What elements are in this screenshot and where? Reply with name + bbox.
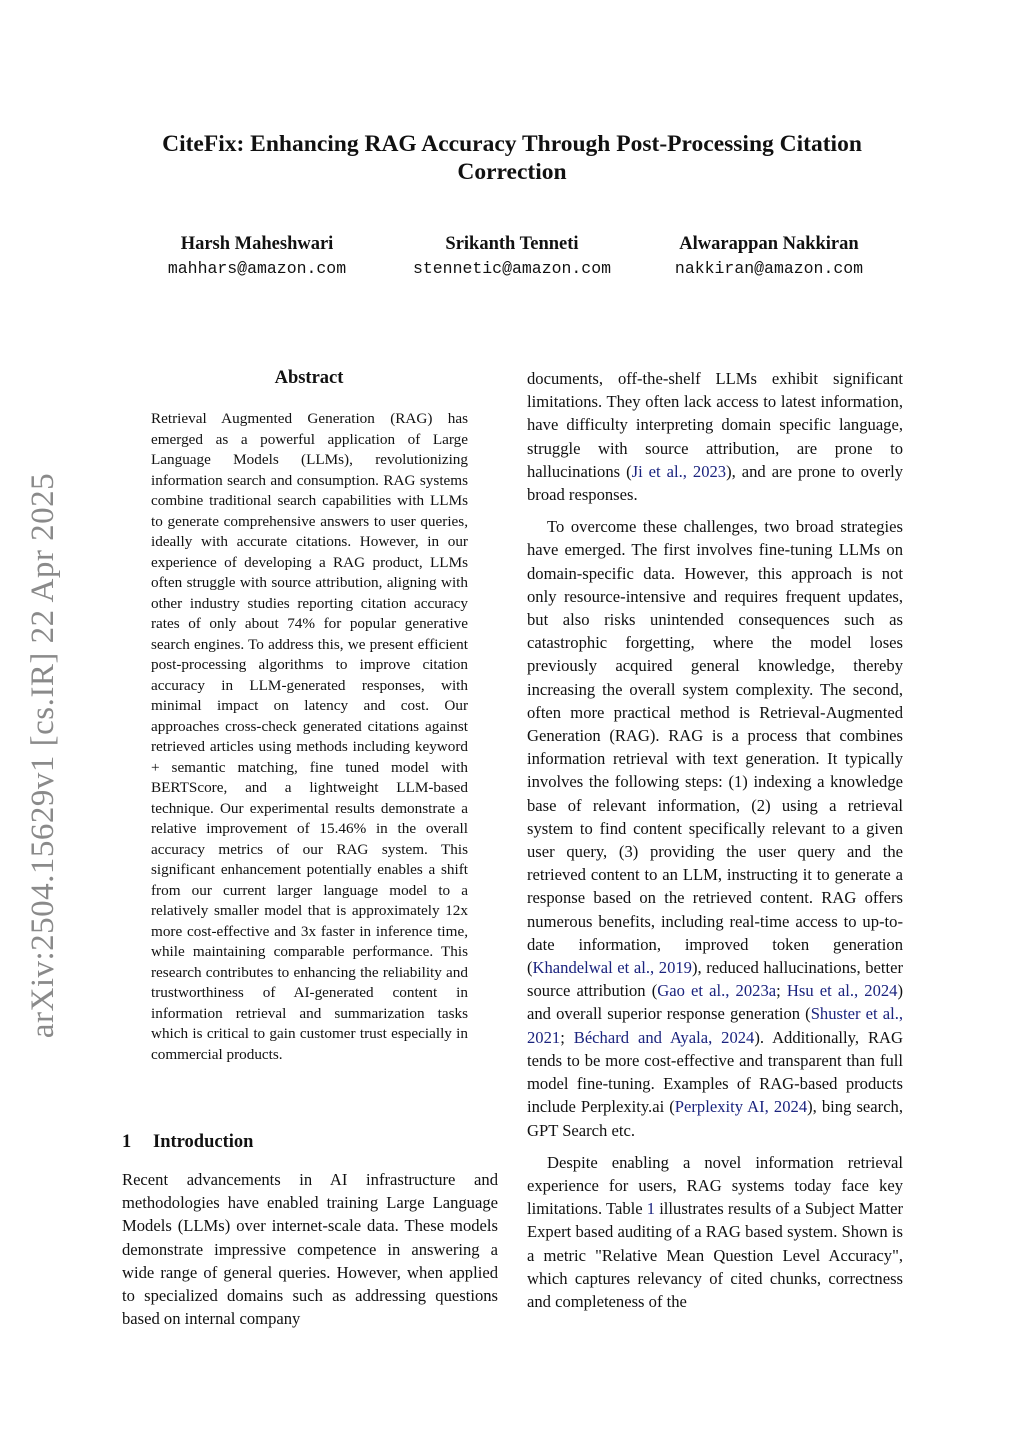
text-run: ; <box>560 1027 574 1047</box>
section-heading-introduction <box>122 1130 502 1154</box>
author-email: stennetic@amazon.com <box>412 259 612 278</box>
author-name: Alwarappan Nakkiran <box>679 234 859 254</box>
author-email: mahhars@amazon.com <box>167 259 347 278</box>
author-1 <box>127 232 387 281</box>
arxiv-identifier-text: arXiv:2504.15629v1 [cs.IR] 22 Apr 2025 <box>25 472 62 1038</box>
intro-paragraph-left: Recent advancements in AI infrastructure and methodologies have enabled training Large Language Models (LLMs) over internet-scale data. These models demonstrate impressive competence in answering a wide range of general queries. However, when applied to specialized domains such as addressing questions based on internal company <box>122 1170 498 1329</box>
text-run: documents, off-the-shelf LLMs exhibit significant limitations. They often lack access to latest information, have difficulty interpreting domain specific language, struggle with source attribution, are prone to hallucinations ( <box>527 369 903 481</box>
right-column <box>527 367 903 1322</box>
author-2 <box>382 232 642 281</box>
text-run: ; <box>776 981 787 1001</box>
section-title: Introduction <box>153 1132 254 1152</box>
intro-paragraph-rag <box>527 515 903 1141</box>
citation-link[interactable]: Shuster et al., 2021 <box>527 1004 904 1047</box>
section-number: 1 <box>122 1132 132 1152</box>
author-3 <box>639 232 899 281</box>
text-run: ), and are prone to overly broad responses. <box>527 461 904 505</box>
intro-paragraph-continued <box>527 367 903 506</box>
author-name: Srikanth Tenneti <box>445 234 579 254</box>
citation-link[interactable]: Ji et al., 2023 <box>631 461 727 481</box>
text-run: To overcome these challenges, two broad strategies have emerged. The first involves fine-tuning LLMs on domain-specific data. However, this approach is not only resource-intensive and requires frequent updates, but also risks unintended consequences such as catastrophic forgetting, where the model loses previously acquired general knowledge, thereby increasing the overall system complexity. The second, often more practical method is Retrieval-Augmented Generation (RAG). RAG is a process that combines information retrieval with text generation. It typically involves the following steps: (1) indexing a knowledge base of relevant information, (2) using a retrieval system to find content specifically relevant to a given user query, (3) providing the user query and the retrieved content to an LLM, instructing it to generate a response based on the retrieved content. RAG offers numerous benefits, including real-time access to up-to-date information, improved token generation ( <box>527 517 903 978</box>
text-run: ), bing search, GPT Search etc. <box>527 1097 904 1140</box>
citation-link[interactable]: Khandelwal et al., 2019 <box>532 958 692 978</box>
citation-link[interactable]: Béchard and Ayala, 2024 <box>573 1027 755 1047</box>
text-run: illustrates results of a Subject Matter Expert based auditing of a RAG based system. Shown is a metric "Relative Mean Question Level Accuracy", which captures relevancy of cited chunks, correctness and completeness of the <box>527 1199 903 1311</box>
author-name: Harsh Maheshwari <box>180 234 334 254</box>
citation-link[interactable]: Gao et al., 2023a <box>657 981 777 1001</box>
abstract-heading: Abstract <box>274 368 344 388</box>
text-run: ), reduced hallucinations, better source attribution ( <box>527 958 903 1001</box>
author-email: nakkiran@amazon.com <box>674 259 864 278</box>
text-run: Despite enabling a novel information retrieval experience for users, RAG systems today face key limitations. Table <box>527 1152 903 1219</box>
arxiv-identifier <box>12 460 76 1050</box>
text-run: ). Additionally, RAG tends to be more cost-effective and transparent than full model fine-tuning. Examples of RAG-based products include Perplexity.ai ( <box>527 1027 903 1117</box>
text-run: ) and overall superior response generation ( <box>527 981 903 1024</box>
abstract-body: Retrieval Augmented Generation (RAG) has emerged as a powerful application of Large Language Models (LLMs), revolutionizing information search and consumption. RAG systems combine traditional search capabilities with LLMs to generate comprehensive answers to user queries, ideally with accurate citations. However, in our experience of developing a RAG product, LLMs often struggle with source attribution, aligning with other industry studies reporting citation accuracy rates of only about 74% for popular generative search engines. To address this, we present efficient post-processing algorithms to improve citation accuracy in LLM-generated responses, with minimal impact on latency and cost. Our approaches cross-check generated citations against retrieved articles using methods including keyword + semantic matching, fine tuned model with BERTScore, and a lightweight LLM-based technique. Our experimental results demonstrate a relative improvement of 15.46% in the overall accuracy metrics of our RAG system. This significant enhancement potentially enables a shift from our current larger language model to a relatively smaller model that is approximately 12x more cost-effective and 3x faster in inference time, while maintaining comparable performance. This research contributes to enhancing the reliability and trustworthiness of AI-generated content in information retrieval and summarization tasks which is critical to gain customer trust especially in commercial products. <box>151 410 468 1063</box>
table-reference-link[interactable]: 1 <box>646 1199 656 1219</box>
citation-link[interactable]: Hsu et al., 2024 <box>786 981 898 1001</box>
citation-link[interactable]: Perplexity AI, 2024 <box>674 1097 808 1117</box>
intro-paragraph-limitations <box>527 1151 903 1313</box>
paper-title: CiteFix: Enhancing RAG Accuracy Through Post-Processing Citation Correction <box>162 131 862 185</box>
